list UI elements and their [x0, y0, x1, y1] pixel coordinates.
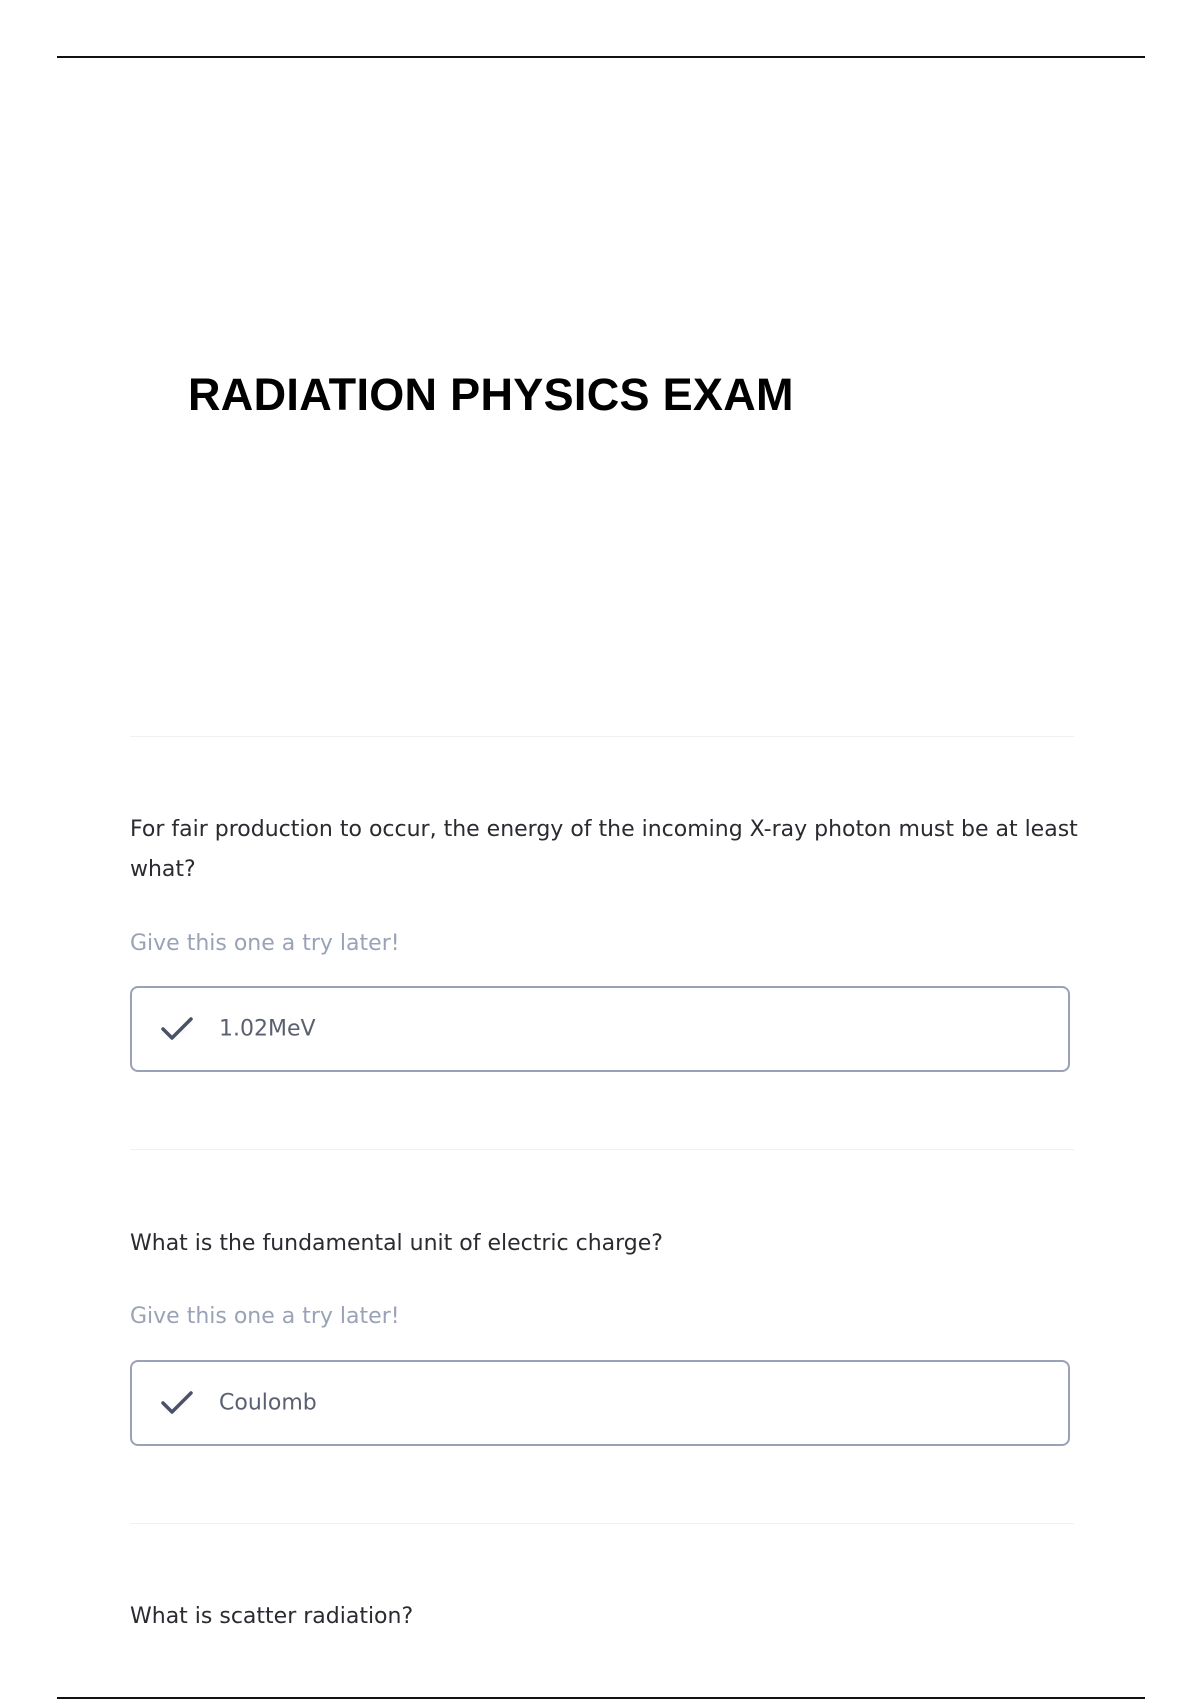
question-2-answer-box[interactable] — [130, 1360, 1070, 1446]
question-2-answer: Coulomb — [219, 1390, 317, 1416]
question-3-text: What is scatter radiation? — [130, 1604, 414, 1629]
bottom-rule — [57, 1697, 1145, 1699]
check-icon — [160, 1390, 194, 1416]
question-1-hint: Give this one a try later! — [130, 931, 400, 956]
question-1-text: For fair production to occur, the energy of the incoming X-ray photon must be at least what? — [130, 817, 1078, 882]
top-rule — [57, 56, 1145, 58]
question-1-answer: 1.02MeV — [219, 1016, 316, 1042]
section-divider — [130, 1523, 1074, 1524]
exam-title: RADIATION PHYSICS EXAM — [188, 369, 794, 420]
section-divider — [130, 1149, 1074, 1150]
question-2-text: What is the fundamental unit of electric charge? — [130, 1231, 663, 1256]
question-1-answer-box[interactable] — [130, 986, 1070, 1072]
check-icon — [160, 1016, 194, 1042]
question-2-hint: Give this one a try later! — [130, 1304, 400, 1329]
section-divider — [130, 736, 1074, 737]
